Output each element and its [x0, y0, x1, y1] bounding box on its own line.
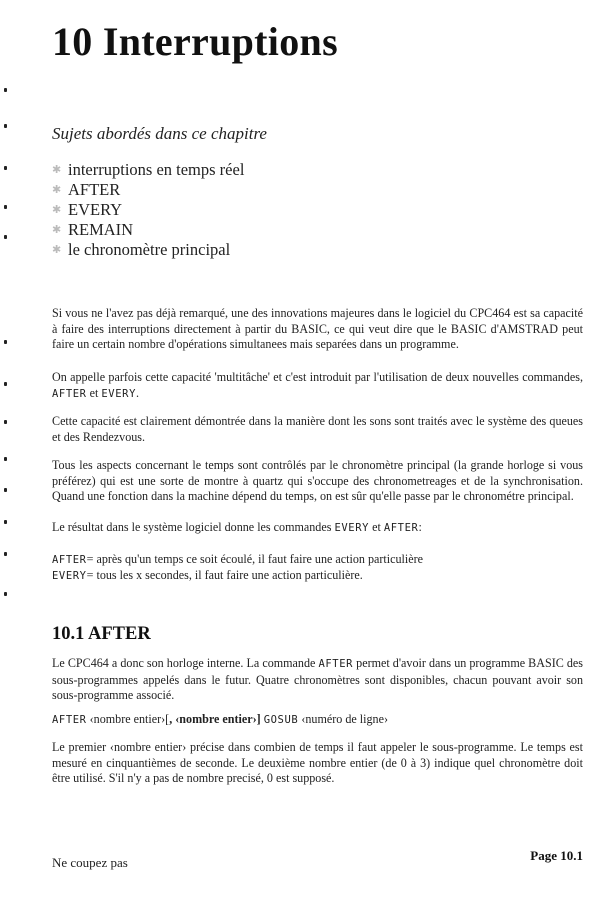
command-keyword: AFTER	[318, 658, 354, 670]
command-keyword: AFTER	[52, 387, 87, 400]
command-keyword: EVERY	[334, 522, 370, 534]
list-item: ✱ REMAIN	[52, 220, 134, 239]
paragraph-master-clock: Tous les aspects concernant le temps sont contrôlés par le chronomètre principal (la grande horloge si vous préférez) qui est une sorte de montre à quartz qui s'occupe des chronometreages et de la synchronisation. Quand une fonction dans la machine dépend du temps, on est sûr qu'elle passe par le chronométre principal.	[52, 458, 583, 503]
list-item: ✱ EVERY	[52, 200, 123, 219]
definition-after: AFTER= après qu'un temps ce soit écoulé, il faut faire une action particulière	[52, 552, 424, 566]
paragraph-intro: Si vous ne l'avez pas déjà remarqué, une des innovations majeures dans le logiciel du CPC464 est sa capacité à faire des interruptions directement à partir du BASIC, ce qui veut dire que le BASIC d'AMSTRAD peut faire un certain nombre d'opérations simultanees mais separées dans un programme.	[52, 306, 583, 351]
binding-mark	[4, 457, 7, 461]
list-item: ✱ le chronomètre principal	[52, 240, 231, 259]
binding-mark	[4, 520, 7, 524]
binding-mark	[4, 88, 7, 92]
binding-mark	[4, 205, 7, 209]
paragraph-multitask: On appelle parfois cette capacité 'multitâche' et c'est introduit par l'utilisation de deux nouvelles commandes, AFTER et EVERY.	[52, 370, 583, 400]
section-paragraph-details: Le premier ‹nombre entier› précise dans combien de temps il faut appeler le sous-programme. Le temps est mesuré en cinquantièmes de seconde. Le deuxième nombre entier (de 0 à 3) indique quel chronomètre doit être utilisé. S'il n'y a pas de nombre precisé, 0 est supposé.	[52, 740, 583, 785]
asterisk-bullet-icon: ✱	[52, 244, 62, 256]
binding-mark	[4, 124, 7, 128]
footer-note: Ne coupez pas	[52, 855, 128, 870]
paragraph-sound: Cette capacité est clairement démontrée dans la manière dont les sons sont traités avec le système des queues et des Rendezvous.	[52, 414, 583, 444]
command-keyword: EVERY	[101, 387, 136, 400]
binding-mark	[4, 235, 7, 239]
binding-mark	[4, 340, 7, 344]
binding-mark	[4, 592, 7, 596]
command-keyword: EVERY	[52, 570, 87, 582]
asterisk-bullet-icon: ✱	[52, 224, 62, 236]
binding-mark	[4, 488, 7, 492]
command-keyword: GOSUB	[263, 714, 299, 726]
list-item: ✱ interruptions en temps réel	[52, 160, 245, 179]
command-keyword: AFTER	[52, 554, 87, 566]
paragraph-result: Le résultat dans le système logiciel donne les commandes EVERY et AFTER:	[52, 520, 422, 534]
command-keyword: AFTER	[383, 522, 419, 534]
asterisk-bullet-icon: ✱	[52, 204, 62, 216]
list-item: ✱ AFTER	[52, 180, 121, 199]
definition-every: EVERY= tous les x secondes, il faut faire une action particulière.	[52, 568, 363, 582]
section-paragraph-intro: Le CPC464 a donc son horloge interne. La commande AFTER permet d'avoir dans un programme BASIC des sous-programmes appelés dans le futur. Quatre chronomètres sont disponibles, chacun pouvant avoir son sous-programme associé.	[52, 656, 583, 702]
asterisk-bullet-icon: ✱	[52, 164, 62, 176]
asterisk-bullet-icon: ✱	[52, 184, 62, 196]
subjects-heading: Sujets abordés dans ce chapitre	[52, 124, 267, 143]
chapter-title: 10 Interruptions	[52, 19, 338, 64]
binding-mark	[4, 382, 7, 386]
syntax-line: AFTER ‹nombre entier›[, ‹nombre entier›] GOSUB ‹numéro de ligne›	[52, 712, 388, 726]
binding-mark	[4, 420, 7, 424]
command-keyword: AFTER	[52, 714, 87, 726]
page-number: Page 10.1	[530, 848, 583, 863]
subjects-list	[52, 160, 244, 260]
binding-mark	[4, 166, 7, 170]
binding-mark	[4, 552, 7, 556]
section-heading: 10.1 AFTER	[52, 624, 151, 644]
